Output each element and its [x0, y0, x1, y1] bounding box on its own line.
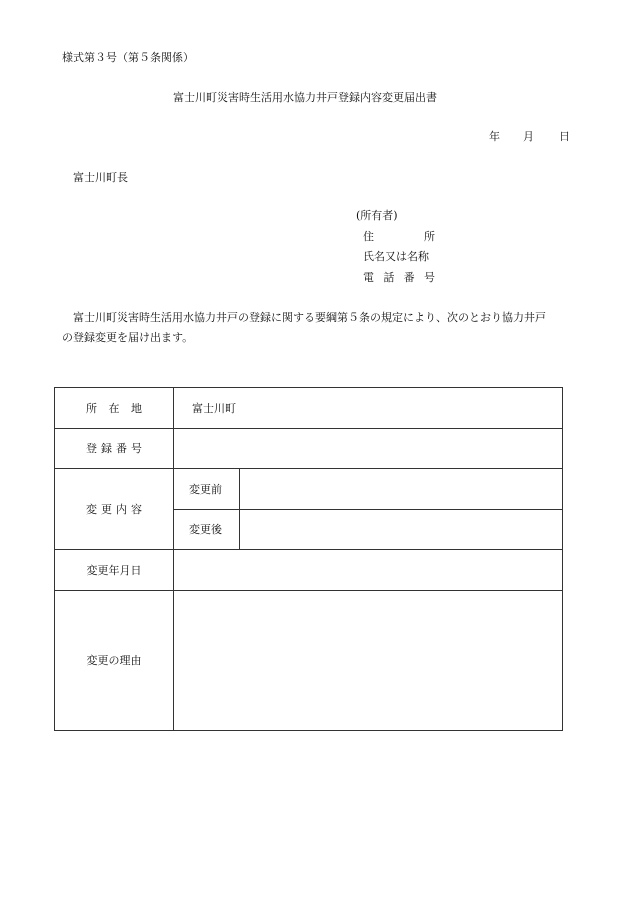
- change-content-label-char: 更: [101, 502, 112, 516]
- owner-phone-char: 番: [403, 271, 415, 284]
- registration-number-label-char: 登: [86, 442, 97, 455]
- location-label-char: 所: [86, 401, 97, 415]
- date-month-label: 月: [523, 130, 534, 143]
- change-date-label: 変更年月日: [55, 550, 174, 591]
- registration-number-value-field[interactable]: [174, 429, 563, 469]
- form-title: 富士川町災害時生活用水協力井戸登録内容変更届出書: [173, 91, 437, 104]
- change-after-value-field[interactable]: [240, 510, 563, 550]
- owner-heading: (所有者): [356, 209, 398, 222]
- owner-phone-char: 話: [383, 271, 395, 284]
- change-content-label-char: 変: [86, 502, 97, 516]
- change-reason-label: 変更の理由: [55, 591, 174, 731]
- change-content-label-char: 内: [116, 502, 127, 516]
- owner-address-char: 住: [363, 230, 374, 243]
- addressee: 富士川町長: [73, 171, 128, 184]
- change-before-value-field[interactable]: [240, 469, 563, 510]
- table-row-location: [55, 388, 563, 429]
- body-text-line-1: 富士川町災害時生活用水協力井戸の登録に関する要綱第５条の規定により、次のとおり協力井戸: [73, 311, 546, 324]
- owner-address-char: 所: [424, 230, 435, 243]
- location-label-char: 地: [131, 401, 142, 415]
- location-label-cell: [55, 388, 174, 429]
- registration-change-table: [54, 387, 563, 731]
- table-row-change-date: [55, 550, 563, 591]
- change-content-label-char: 容: [131, 502, 142, 516]
- owner-address-label: [363, 231, 435, 242]
- registration-number-label-char: 番: [116, 442, 127, 455]
- location-value-field[interactable]: 富士川町: [174, 388, 563, 429]
- body-text-line-2: の登録変更を届け出ます。: [62, 331, 194, 344]
- form-number: 様式第３号（第５条関係）: [62, 51, 194, 64]
- change-date-value-field[interactable]: [174, 550, 563, 591]
- owner-phone-char: 電: [363, 271, 374, 284]
- owner-name-label: 氏名又は名称: [363, 250, 429, 263]
- owner-phone-char: 号: [423, 271, 435, 284]
- registration-number-label-char: 号: [131, 442, 142, 455]
- change-content-label-cell: [55, 469, 174, 550]
- owner-phone-label: [363, 272, 435, 283]
- change-reason-value-field[interactable]: [174, 591, 563, 731]
- change-after-label: 変更後: [174, 510, 240, 550]
- registration-number-label-char: 録: [101, 442, 112, 455]
- table-row-change-reason: [55, 591, 563, 731]
- table-row-registration-number: [55, 429, 563, 469]
- change-before-label: 変更前: [174, 469, 240, 510]
- location-label-char: 在: [108, 401, 120, 415]
- date-year-label: 年: [489, 130, 500, 143]
- table-row-change-before: [55, 469, 563, 510]
- date-day-label: 日: [559, 130, 570, 143]
- registration-number-label-cell: [55, 429, 174, 469]
